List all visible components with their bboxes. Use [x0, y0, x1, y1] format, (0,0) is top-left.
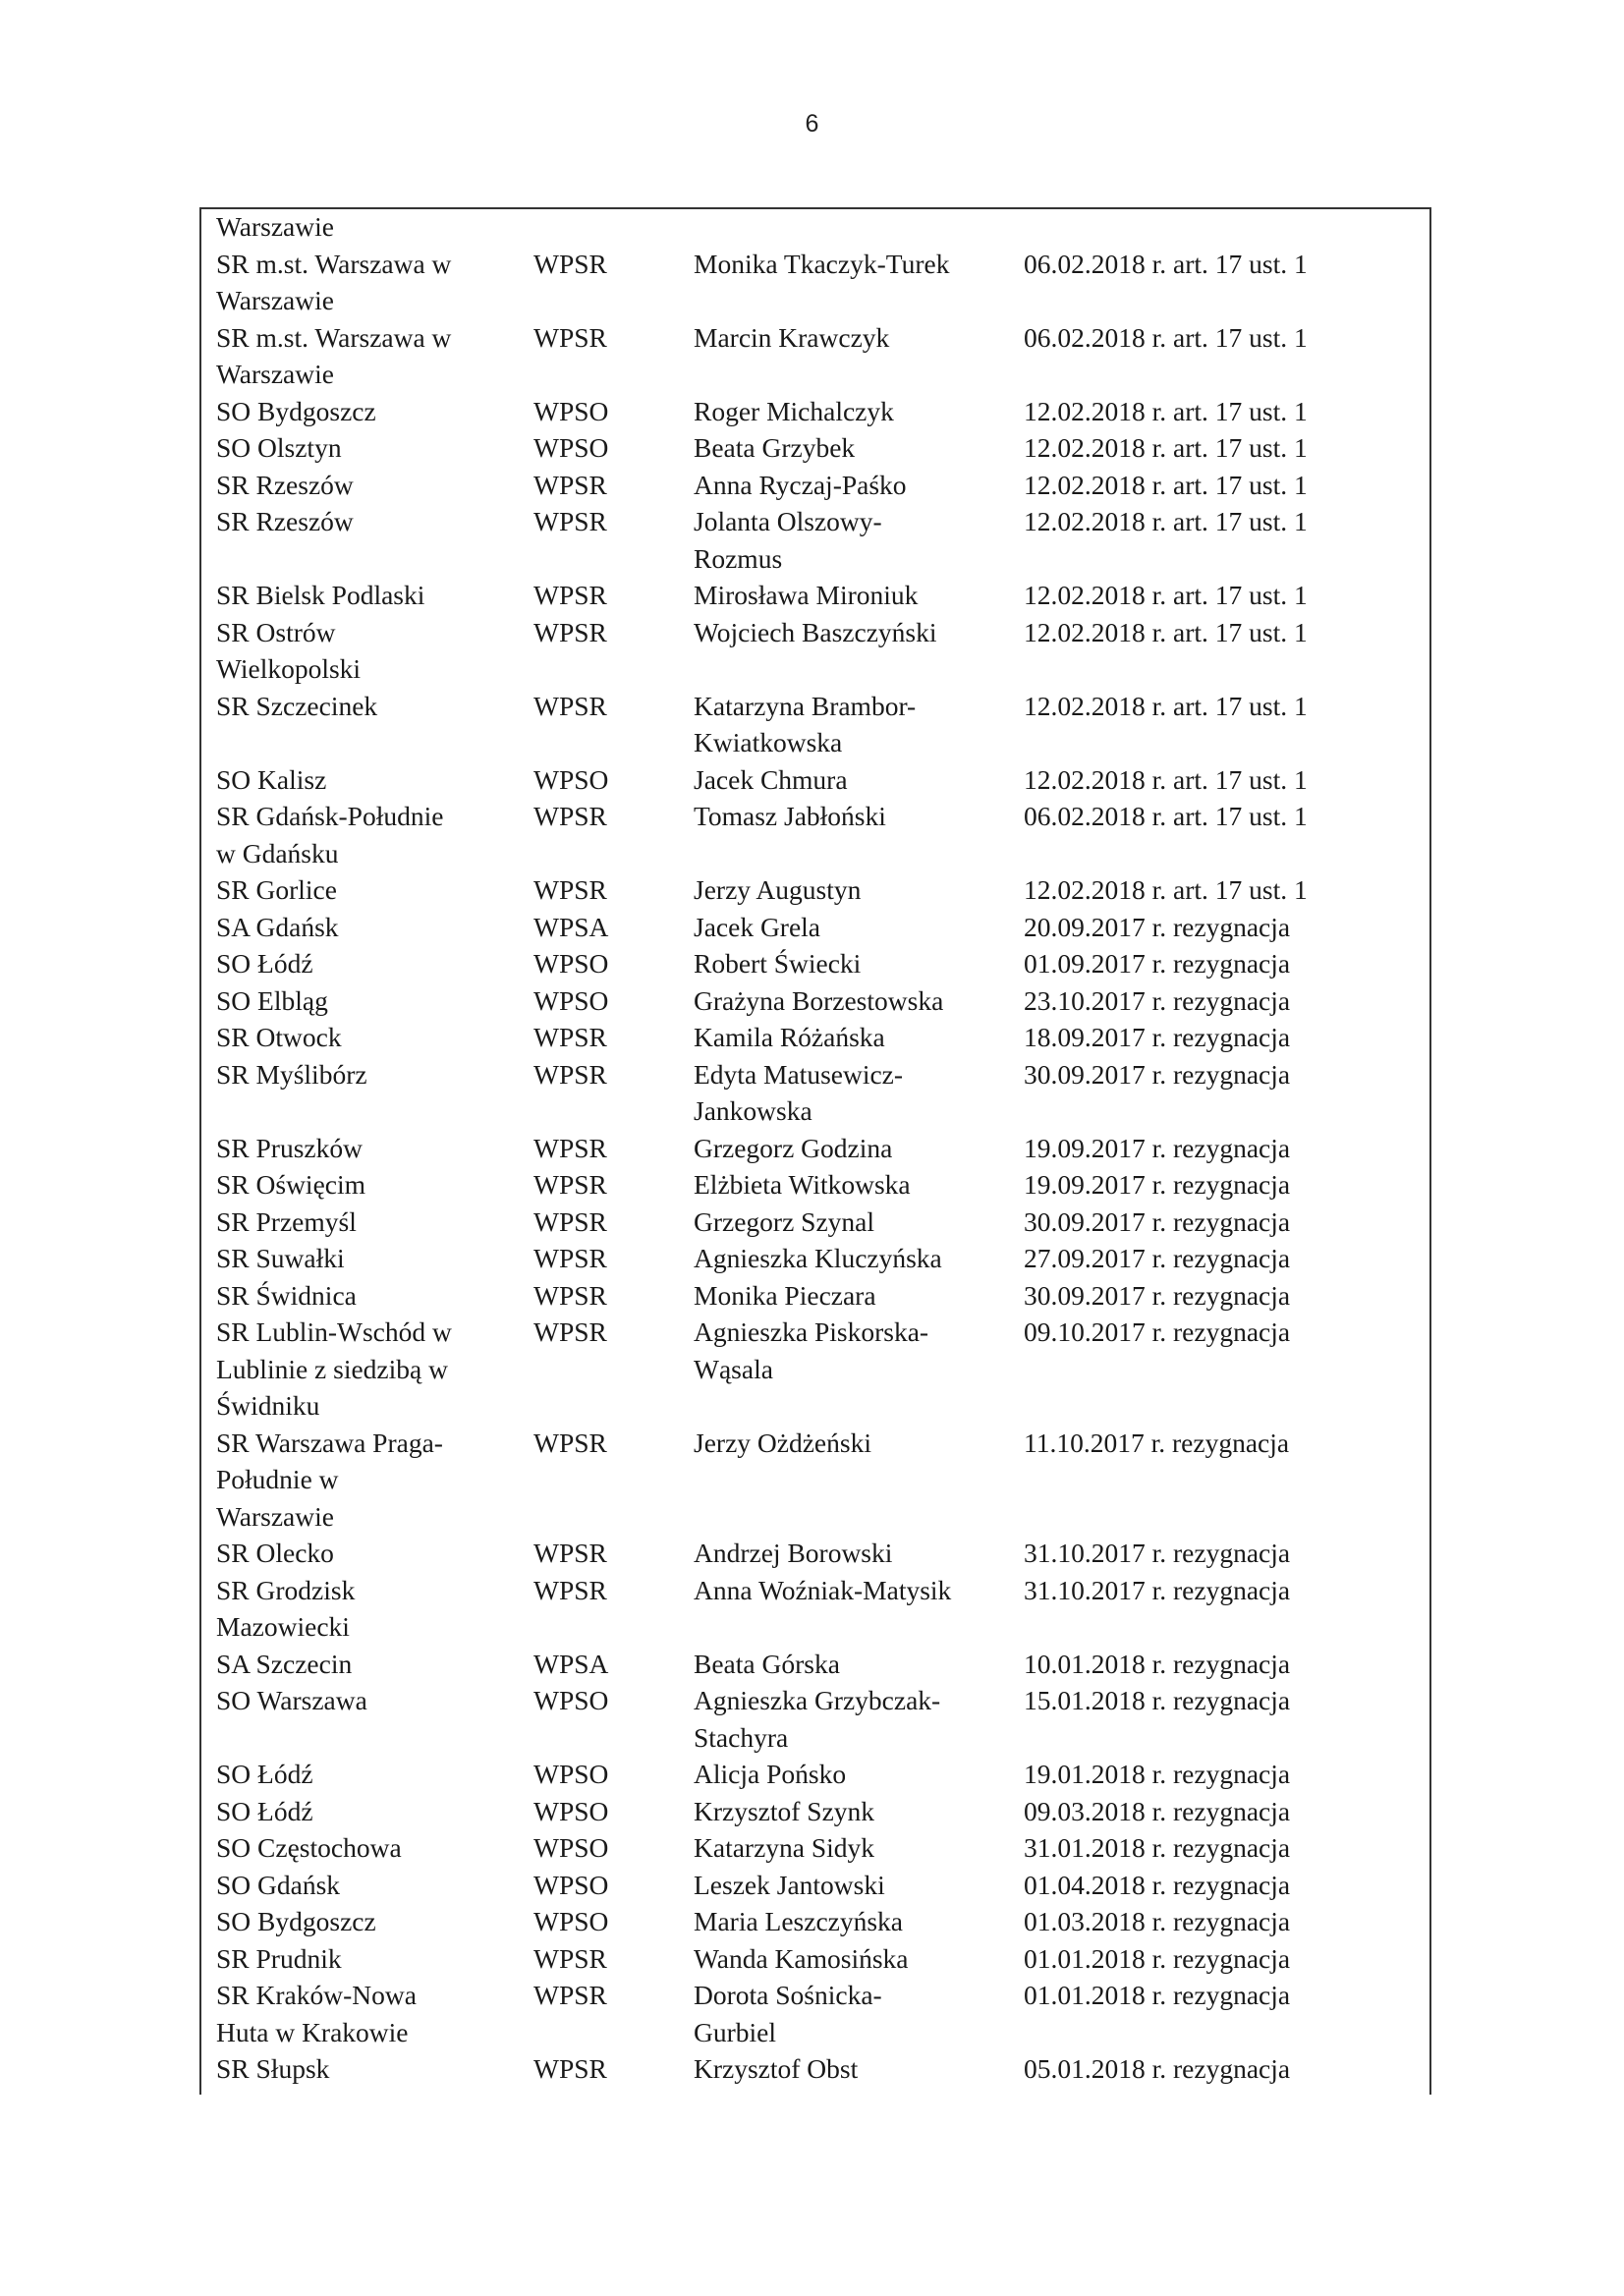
date-reason-cell: 15.01.2018 r. rezygnacja: [1024, 1685, 1291, 1715]
date-reason-cell: 19.09.2017 r. rezygnacja: [1024, 1132, 1291, 1163]
table-row: [216, 798, 1425, 871]
table-row: [216, 1977, 1425, 2050]
table-row: [216, 1829, 1425, 1867]
department-cell: WPSO: [533, 763, 609, 795]
name-cell: Jolanta Olszowy- Rozmus: [694, 506, 882, 574]
department-cell: WPSO: [533, 1685, 609, 1715]
court-cell: SR Kraków-Nowa Huta w Krakowie: [216, 1980, 417, 2047]
department-cell: WPSR: [533, 1980, 607, 2010]
department-cell: WPSA: [533, 911, 609, 942]
department-cell: WPSR: [533, 1316, 607, 1347]
department-cell: WPSR: [533, 1427, 607, 1458]
table-row: [216, 503, 1425, 577]
name-cell: Jerzy Ożdżeński: [694, 1427, 871, 1458]
date-reason-cell: 11.10.2017 r. rezygnacja: [1024, 1427, 1290, 1458]
table-row: [216, 1940, 1425, 1978]
court-cell: SR m.st. Warszawa w Warszawie: [216, 248, 452, 315]
name-cell: Krzysztof Obst: [694, 2053, 859, 2084]
date-reason-cell: 10.01.2018 r. rezygnacja: [1024, 1648, 1291, 1679]
table-row: [216, 1277, 1425, 1315]
department-cell: WPSR: [533, 1058, 607, 1090]
table-row: [216, 1056, 1425, 1130]
department-cell: WPSR: [533, 1132, 607, 1163]
name-cell: Wanda Kamosińska: [694, 1942, 909, 1974]
name-cell: Beata Górska: [694, 1648, 840, 1679]
name-cell: Anna Woźniak-Matysik: [694, 1574, 952, 1605]
court-cell: Warszawie: [216, 211, 334, 242]
table-row: [216, 467, 1425, 504]
judges-table: [216, 208, 1425, 2088]
court-cell: SR Rzeszów: [216, 506, 354, 536]
date-reason-cell: 06.02.2018 r. art. 17 ust. 1: [1024, 248, 1308, 279]
table-row: [216, 319, 1425, 393]
date-reason-cell: 06.02.2018 r. art. 17 ust. 1: [1024, 801, 1308, 831]
table-row: [216, 1204, 1425, 1241]
department-cell: WPSR: [533, 1169, 607, 1200]
department-cell: WPSO: [533, 1759, 609, 1789]
department-cell: WPSO: [533, 948, 609, 979]
table-row: [216, 246, 1425, 319]
table-row: [216, 2050, 1425, 2088]
table-row: [216, 1903, 1425, 1940]
court-cell: SR Suwałki: [216, 1243, 345, 1273]
name-cell: Beata Grzybek: [694, 432, 856, 463]
court-cell: SR Grodzisk Mazowiecki: [216, 1574, 356, 1642]
name-cell: Andrzej Borowski: [694, 1538, 893, 1568]
table-row: [216, 1314, 1425, 1425]
table-row: [216, 1682, 1425, 1756]
date-reason-cell: 19.01.2018 r. rezygnacja: [1024, 1759, 1291, 1789]
table-row: [216, 1240, 1425, 1277]
department-cell: WPSR: [533, 1243, 607, 1273]
table-row: [216, 1535, 1425, 1572]
date-reason-cell: 12.02.2018 r. art. 17 ust. 1: [1024, 432, 1308, 463]
name-cell: Grzegorz Godzina: [694, 1132, 893, 1163]
table-row: [216, 1867, 1425, 1904]
date-reason-cell: 09.10.2017 r. rezygnacja: [1024, 1316, 1291, 1347]
date-reason-cell: 06.02.2018 r. art. 17 ust. 1: [1024, 321, 1308, 353]
court-cell: SO Łódź: [216, 948, 313, 979]
department-cell: WPSR: [533, 469, 607, 500]
name-cell: Marcin Krawczyk: [694, 321, 890, 353]
court-cell: SR Oświęcim: [216, 1169, 366, 1200]
name-cell: Katarzyna Brambor- Kwiatkowska: [694, 690, 917, 757]
date-reason-cell: 20.09.2017 r. rezygnacja: [1024, 911, 1291, 942]
date-reason-cell: 19.09.2017 r. rezygnacja: [1024, 1169, 1291, 1200]
date-reason-cell: 12.02.2018 r. art. 17 ust. 1: [1024, 763, 1308, 795]
date-reason-cell: 30.09.2017 r. rezygnacja: [1024, 1058, 1291, 1090]
court-cell: SR Olecko: [216, 1538, 334, 1568]
table-row: [216, 577, 1425, 614]
name-cell: Tomasz Jabłoński: [694, 801, 886, 831]
page-number: 6: [805, 110, 819, 138]
date-reason-cell: 30.09.2017 r. rezygnacja: [1024, 1205, 1291, 1237]
department-cell: WPSO: [533, 1869, 609, 1900]
department-cell: WPSO: [533, 395, 609, 426]
department-cell: WPSA: [533, 1648, 609, 1679]
department-cell: WPSO: [533, 1795, 609, 1826]
court-cell: SR Gorlice: [216, 874, 337, 905]
department-cell: WPSR: [533, 690, 607, 721]
court-cell: SR Przemyśl: [216, 1205, 357, 1237]
name-cell: Kamila Różańska: [694, 1022, 885, 1052]
department-cell: WPSR: [533, 1538, 607, 1568]
date-reason-cell: 01.01.2018 r. rezygnacja: [1024, 1980, 1291, 2010]
date-reason-cell: 12.02.2018 r. art. 17 ust. 1: [1024, 690, 1308, 721]
court-cell: SR Warszawa Praga- Południe w Warszawie: [216, 1427, 443, 1532]
date-reason-cell: 18.09.2017 r. rezygnacja: [1024, 1022, 1291, 1052]
date-reason-cell: 05.01.2018 r. rezygnacja: [1024, 2053, 1291, 2084]
department-cell: WPSO: [533, 984, 609, 1016]
date-reason-cell: 09.03.2018 r. rezygnacja: [1024, 1795, 1291, 1826]
date-reason-cell: 30.09.2017 r. rezygnacja: [1024, 1279, 1291, 1311]
name-cell: Agnieszka Grzybczak- Stachyra: [694, 1685, 941, 1753]
date-reason-cell: 12.02.2018 r. art. 17 ust. 1: [1024, 874, 1308, 905]
table-row: [216, 208, 1425, 246]
table-row: [216, 1425, 1425, 1536]
court-cell: SO Gdańsk: [216, 1869, 341, 1900]
name-cell: Anna Ryczaj-Paśko: [694, 469, 907, 500]
department-cell: WPSR: [533, 801, 607, 831]
date-reason-cell: 01.09.2017 r. rezygnacja: [1024, 948, 1291, 979]
name-cell: Grzegorz Szynal: [694, 1205, 875, 1237]
name-cell: Roger Michalczyk: [694, 395, 894, 426]
court-cell: SR Rzeszów: [216, 469, 354, 500]
table-row: [216, 393, 1425, 430]
date-reason-cell: 12.02.2018 r. art. 17 ust. 1: [1024, 616, 1308, 647]
date-reason-cell: 01.01.2018 r. rezygnacja: [1024, 1942, 1291, 1974]
court-cell: SR Prudnik: [216, 1942, 342, 1974]
department-cell: WPSO: [533, 432, 609, 463]
table-row: [216, 1166, 1425, 1204]
date-reason-cell: 01.03.2018 r. rezygnacja: [1024, 1906, 1291, 1936]
table-row: [216, 982, 1425, 1020]
department-cell: WPSR: [533, 1574, 607, 1605]
name-cell: Elżbieta Witkowska: [694, 1169, 911, 1200]
name-cell: Jacek Chmura: [694, 763, 848, 795]
court-cell: SR Myślibórz: [216, 1058, 367, 1090]
department-cell: WPSR: [533, 1022, 607, 1052]
table-row: [216, 688, 1425, 761]
table-row: [216, 1646, 1425, 1683]
department-cell: WPSO: [533, 1832, 609, 1863]
name-cell: Robert Świecki: [694, 948, 862, 979]
name-cell: Grażyna Borzestowska: [694, 984, 944, 1016]
table-row: [216, 909, 1425, 946]
table-row: [216, 871, 1425, 909]
department-cell: WPSR: [533, 248, 607, 279]
name-cell: Jerzy Augustyn: [694, 874, 862, 905]
name-cell: Jacek Grela: [694, 911, 821, 942]
name-cell: Dorota Sośnicka- Gurbiel: [694, 1980, 882, 2047]
court-cell: SO Bydgoszcz: [216, 395, 376, 426]
court-cell: SR Ostrów Wielkopolski: [216, 616, 362, 684]
department-cell: WPSR: [533, 321, 607, 353]
court-cell: SO Kalisz: [216, 763, 327, 795]
table-row: [216, 1756, 1425, 1793]
date-reason-cell: 31.10.2017 r. rezygnacja: [1024, 1538, 1291, 1568]
name-cell: Leszek Jantowski: [694, 1869, 885, 1900]
name-cell: Krzysztof Szynk: [694, 1795, 875, 1826]
court-cell: SR Bielsk Podlaski: [216, 580, 425, 610]
table-row: [216, 614, 1425, 688]
name-cell: Agnieszka Piskorska- Wąsala: [694, 1316, 929, 1384]
date-reason-cell: 23.10.2017 r. rezygnacja: [1024, 984, 1291, 1016]
date-reason-cell: 31.10.2017 r. rezygnacja: [1024, 1574, 1291, 1605]
name-cell: Katarzyna Sidyk: [694, 1832, 875, 1863]
date-reason-cell: 01.04.2018 r. rezygnacja: [1024, 1869, 1291, 1900]
date-reason-cell: 12.02.2018 r. art. 17 ust. 1: [1024, 469, 1308, 500]
department-cell: WPSR: [533, 616, 607, 647]
name-cell: Monika Pieczara: [694, 1279, 876, 1311]
name-cell: Edyta Matusewicz- Jankowska: [694, 1058, 904, 1126]
court-cell: SR Lublin-Wschód w Lublinie z siedzibą w Świdniku: [216, 1316, 452, 1421]
table-row: [216, 945, 1425, 982]
name-cell: Agnieszka Kluczyńska: [694, 1243, 942, 1273]
name-cell: Mirosława Mironiuk: [694, 580, 919, 610]
court-cell: SR Szczecinek: [216, 690, 378, 721]
court-cell: SR Pruszków: [216, 1132, 363, 1163]
court-cell: SO Warszawa: [216, 1685, 367, 1715]
department-cell: WPSR: [533, 2053, 607, 2084]
court-cell: SR Otwock: [216, 1022, 342, 1052]
court-cell: SO Częstochowa: [216, 1832, 402, 1863]
court-cell: SO Olsztyn: [216, 432, 342, 463]
table-row: [216, 1130, 1425, 1167]
department-cell: WPSR: [533, 1942, 607, 1974]
table-row: [216, 761, 1425, 799]
date-reason-cell: 12.02.2018 r. art. 17 ust. 1: [1024, 580, 1308, 610]
table-row: [216, 1019, 1425, 1056]
department-cell: WPSR: [533, 580, 607, 610]
table-row: [216, 1572, 1425, 1646]
court-cell: SR Świdnica: [216, 1279, 357, 1311]
name-cell: Maria Leszczyńska: [694, 1906, 904, 1936]
court-cell: SR m.st. Warszawa w Warszawie: [216, 321, 452, 389]
date-reason-cell: 12.02.2018 r. art. 17 ust. 1: [1024, 506, 1308, 536]
court-cell: SR Słupsk: [216, 2053, 330, 2084]
department-cell: WPSO: [533, 1906, 609, 1936]
court-cell: SO Elbląg: [216, 984, 328, 1016]
court-cell: SO Bydgoszcz: [216, 1906, 376, 1936]
date-reason-cell: 12.02.2018 r. art. 17 ust. 1: [1024, 395, 1308, 426]
department-cell: WPSR: [533, 506, 607, 536]
name-cell: Alicja Pońsko: [694, 1759, 847, 1789]
court-cell: SA Szczecin: [216, 1648, 353, 1679]
date-reason-cell: 27.09.2017 r. rezygnacja: [1024, 1243, 1291, 1273]
department-cell: WPSR: [533, 1279, 607, 1311]
court-cell: SR Gdańsk-Południe w Gdańsku: [216, 801, 444, 868]
name-cell: Monika Tkaczyk-Turek: [694, 248, 950, 279]
table-row: [216, 1793, 1425, 1830]
court-cell: SO Łódź: [216, 1759, 313, 1789]
court-cell: SO Łódź: [216, 1795, 313, 1826]
department-cell: WPSR: [533, 1205, 607, 1237]
date-reason-cell: 31.01.2018 r. rezygnacja: [1024, 1832, 1291, 1863]
department-cell: WPSR: [533, 874, 607, 905]
court-cell: SA Gdańsk: [216, 911, 339, 942]
table-row: [216, 429, 1425, 467]
name-cell: Wojciech Baszczyński: [694, 616, 937, 647]
